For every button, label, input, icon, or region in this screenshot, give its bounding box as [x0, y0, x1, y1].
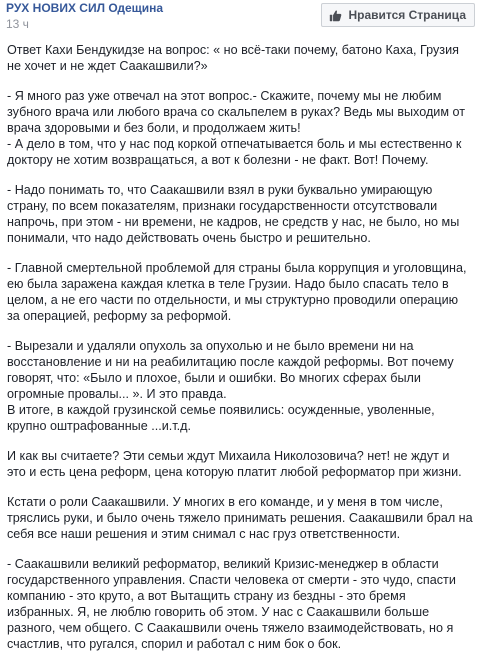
post-text-line: себя все наши решения и этим снимал с нас груз ответственности. — [7, 527, 401, 541]
post-text-line: - Саакашвили великий реформатор, великий Кризис-менеджер в области — [7, 557, 439, 571]
post-text-line: - Главной смертельной проблемой для страны была коррупция и уголовщина, — [7, 261, 467, 275]
post-text-line: ею была заражена каждая клетка в теле Грузии. Надо было спасать тело в — [7, 277, 449, 291]
post-text-line: компанию - это круто, а вот Вытащить страну из бездны - это бремя — [7, 589, 406, 603]
post-paragraph — [7, 260, 475, 324]
post-text-line: доктору не хотим возвращаться, а вот к болезни - не факт. Вот! Почему. — [7, 153, 429, 167]
post-text-line: напрочь, при этом - ни времени, не кадров, не средств у нас, не было, но мы — [7, 215, 460, 229]
post-text-line: избранных. Я, не люблю говорить об этом. У нас с Саакашвили больше — [7, 605, 430, 619]
post-text-line: И как вы считаете? Эти семьи ждут Михаила Николозовича? нет! не ждут и — [7, 449, 450, 463]
post-text-line: страну, по всем показателям, признаки государственности отсутствовали — [7, 199, 438, 213]
post-paragraph — [7, 88, 475, 168]
post-text-line: понимали, что надо действовать очень быстро и решительно. — [7, 231, 371, 245]
post-text-line: не хочет и не ждет Саакашвили?» — [7, 59, 208, 73]
post-text-line: восстановление и ни на реабилитацию после каждой реформы. Вот почему — [7, 355, 454, 369]
post-text-line: врача здоровыми и без боли, и продолжаем жить! — [7, 121, 301, 135]
post-text-line: В итоге, в каждой грузинской семье появились: осужденные, уволенные, — [7, 403, 435, 417]
post-text-line: - А дело в том, что у нас под коркой отпечатывается боль и мы естественно к — [7, 137, 462, 151]
post-text-line: огромные провалы... ». И это правда. — [7, 387, 227, 401]
like-page-button[interactable] — [321, 3, 475, 27]
post-text-line: крупно оштрафованные ...и.т.д. — [7, 419, 191, 433]
post-text — [7, 42, 475, 666]
post-timestamp[interactable]: 13 ч — [6, 17, 29, 31]
post-text-line: счастлив, что ругался, спорил и работал с ним бок о бок. — [7, 637, 342, 651]
post-paragraph — [7, 494, 475, 542]
post-paragraph — [7, 182, 475, 246]
post-text-line: говорят, что: «Было и плохое, были и ошибки. Во многих сферах были — [7, 371, 421, 385]
post-text-line: Ответ Кахи Бендукидзе на вопрос: « но всё-таки почему, батоно Каха, Грузия — [7, 43, 459, 57]
post-paragraph — [7, 42, 475, 74]
post-text-line: разного, чем общего. С Саакашвили очень тяжело взаимодействовать, но я — [7, 621, 454, 635]
like-page-label: Нравится Страница — [348, 8, 466, 22]
post-paragraph — [7, 448, 475, 480]
post-text-line: тряслись руки, и было очень тяжело принимать решения. Саакашвили брал на — [7, 511, 473, 525]
post-text-line: целом, а не его части по отдельности, и мы структурно проводили операцию — [7, 293, 459, 307]
post-text-line: это и есть цена реформ, цена которую платит любой реформатор при жизни. — [7, 465, 462, 479]
post-text-line: - Надо понимать то, что Саакашвили взял в руки буквально умирающую — [7, 183, 433, 197]
post-text-line: за операцией, реформу за реформой. — [7, 309, 232, 323]
post-text-line: зубного врача или любого врача со скальпелем в руках? Ведь мы выходим от — [7, 105, 465, 119]
thumbs-up-icon — [329, 9, 342, 22]
post-text-line: - Вырезали и удаляли опухоль за опухолью и не было времени ни на — [7, 339, 414, 353]
post-text-line: Кстати о роли Саакашвили. У многих в его команде, и у меня в том числе, — [7, 495, 443, 509]
post-text-line: государственного управления. Спасти человека от смерти - это чудо, спасти — [7, 573, 456, 587]
post-paragraph — [7, 556, 475, 652]
post-text-line: - Я много раз уже отвечал на этот вопрос.- Скажите, почему мы не любим — [7, 89, 442, 103]
post-paragraph — [7, 338, 475, 434]
page-name-link[interactable]: РУХ НОВИХ СИЛ Одещина — [6, 1, 164, 15]
